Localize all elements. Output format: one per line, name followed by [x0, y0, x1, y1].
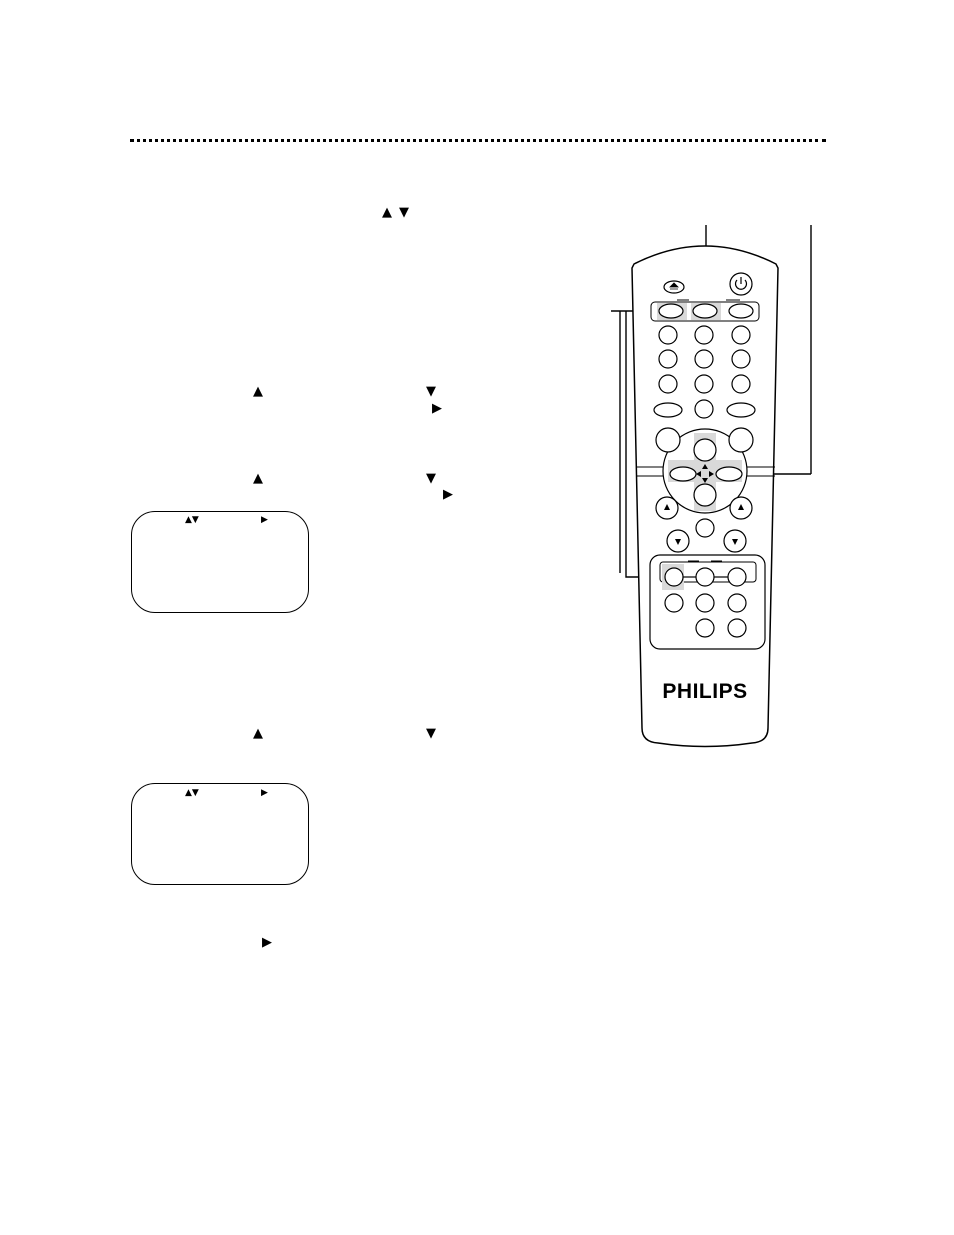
nav-up-button [694, 439, 716, 461]
top-button-center [693, 304, 717, 318]
arrow-right-icon: ▶ [261, 788, 268, 798]
arrow-updown-icon: ▲▼ [185, 788, 199, 798]
arrow-up-icon: ▲ [253, 471, 263, 486]
top-button-right [729, 304, 753, 318]
arrow-down-icon: ▼ [399, 205, 409, 220]
mute-button [696, 519, 714, 537]
arrow-up-icon: ▲ [382, 205, 392, 220]
nav-left-button [670, 467, 696, 481]
brand-logo: PHILIPS [662, 680, 748, 703]
arrow-right-icon: ▶ [262, 935, 272, 950]
arrow-updown-icon: ▲▼ [185, 515, 199, 525]
nav-down-button [694, 484, 716, 506]
top-button-left [659, 304, 683, 318]
arrow-right-icon: ▶ [261, 515, 268, 525]
arrow-down-icon: ▼ [426, 726, 436, 741]
arrow-up-icon: ▲ [253, 384, 263, 399]
arrow-down-icon: ▼ [426, 471, 436, 486]
arrow-up-icon: ▲ [253, 726, 263, 741]
nav-corner-right [729, 428, 753, 452]
arrow-right-icon: ▶ [432, 401, 442, 416]
nav-right-button [716, 467, 742, 481]
arrow-right-icon: ▶ [443, 487, 453, 502]
arrow-down-icon: ▼ [426, 384, 436, 399]
nav-corner-left [656, 428, 680, 452]
